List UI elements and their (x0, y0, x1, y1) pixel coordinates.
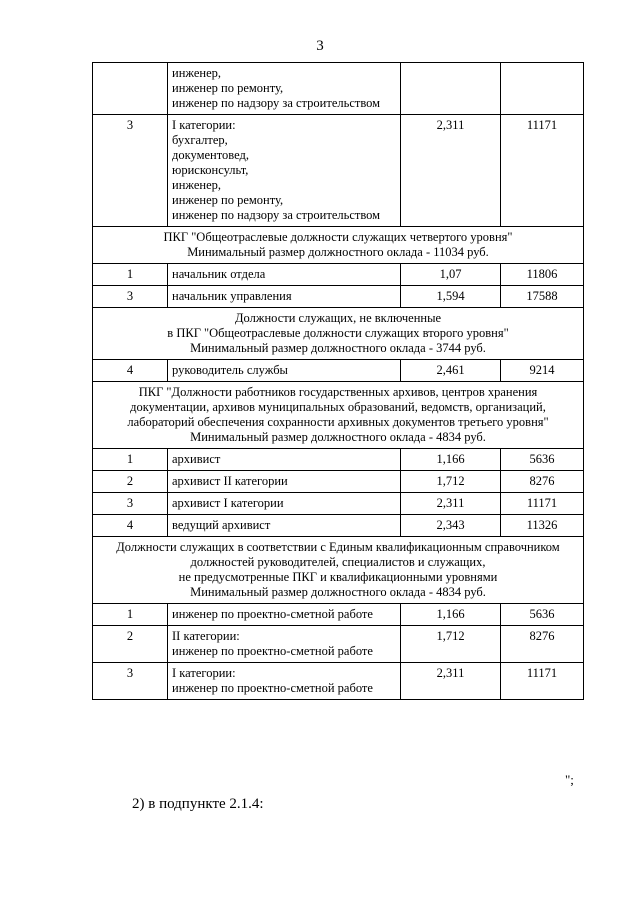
cell-line: Минимальный размер должностного оклада - 3744 руб. (190, 341, 486, 355)
table-row (93, 626, 584, 663)
salary-cell: 17588 (501, 286, 584, 308)
cell-line: в ПКГ "Общеотраслевые должности служащих второго уровня" (167, 326, 509, 340)
qualification-level-cell: 1 (93, 449, 168, 471)
qualification-level-cell: 3 (93, 115, 168, 227)
cell-line: Минимальный размер должностного оклада - 4834 руб. (190, 585, 486, 599)
cell-line: инженер по ремонту, (172, 81, 284, 95)
table-row (93, 360, 584, 382)
cell-line: I категории: (172, 666, 236, 680)
table-row (93, 449, 584, 471)
table-row (93, 264, 584, 286)
coefficient-cell: 2,311 (401, 663, 501, 700)
coefficient-cell: 1,712 (401, 626, 501, 663)
salary-cell: 8276 (501, 626, 584, 663)
closing-quote-mark: "; (565, 772, 574, 787)
table-row (93, 493, 584, 515)
position-cell (168, 63, 401, 115)
coefficient-cell: 2,311 (401, 493, 501, 515)
cell-line: ПКГ "Должности работников государственных архивов, центров хранения (138, 385, 538, 399)
cell-line: документовед, (172, 148, 249, 162)
table-row (93, 63, 584, 115)
coefficient-cell: 1,594 (401, 286, 501, 308)
cell-line: инженер, (172, 66, 222, 80)
coefficient-cell: 1,166 (401, 449, 501, 471)
page-number: 3 (316, 38, 324, 54)
cell-line: Минимальный размер должностного оклада - 4834 руб. (190, 430, 486, 444)
cell-line: инженер по ремонту, (172, 193, 284, 207)
position-cell (168, 626, 401, 663)
cell-line: не предусмотренные ПКГ и квалификационными уровнями (178, 570, 498, 584)
coefficient-cell: 2,343 (401, 515, 501, 537)
table-row (93, 515, 584, 537)
position-cell (168, 115, 401, 227)
cell-line: документации, архивов муниципальных образований, ведомств, организаций, (130, 400, 546, 414)
cell-line: инженер по проектно-сметной работе (172, 607, 373, 621)
coefficient-cell: 1,07 (401, 264, 501, 286)
table-row (93, 663, 584, 700)
salary-cell (501, 63, 584, 115)
position-cell (168, 515, 401, 537)
cell-line: начальник отдела (172, 267, 266, 281)
group-header-cell (93, 382, 584, 449)
cell-line: юрисконсульт, (172, 163, 249, 177)
position-cell (168, 449, 401, 471)
qualification-level-cell: 1 (93, 264, 168, 286)
cell-line: Должности служащих, не включенные (234, 311, 442, 325)
cell-line: инженер по надзору за строительством (172, 96, 381, 110)
salary-cell: 5636 (501, 449, 584, 471)
subpoint-heading: 2) в подпункте 2.1.4: (132, 796, 264, 812)
salary-cell: 8276 (501, 471, 584, 493)
qualification-level-cell: 2 (93, 471, 168, 493)
cell-line: архивист II категории (172, 474, 288, 488)
position-cell (168, 264, 401, 286)
salary-cell: 11171 (501, 493, 584, 515)
group-header-row (93, 382, 584, 449)
group-header-row (93, 537, 584, 604)
cell-line: Должности служащих в соответствии с Единым квалификационным справочником (116, 540, 560, 554)
coefficient-cell (401, 63, 501, 115)
cell-line: архивист I категории (172, 496, 284, 510)
table-row (93, 604, 584, 626)
qualification-level-cell (93, 63, 168, 115)
salary-cell: 5636 (501, 604, 584, 626)
group-header-cell (93, 537, 584, 604)
coefficient-cell: 1,712 (401, 471, 501, 493)
cell-line: бухгалтер, (172, 133, 228, 147)
position-cell (168, 360, 401, 382)
qualification-level-cell: 2 (93, 626, 168, 663)
group-header-cell (93, 308, 584, 360)
cell-line: ПКГ "Общеотраслевые должности служащих четвертого уровня" (163, 230, 513, 244)
table-row (93, 115, 584, 227)
coefficient-cell: 2,311 (401, 115, 501, 227)
salary-cell: 11326 (501, 515, 584, 537)
cell-line: инженер по надзору за строительством (172, 208, 381, 222)
position-cell (168, 493, 401, 515)
group-header-cell (93, 227, 584, 264)
group-header-row (93, 308, 584, 360)
qualification-level-cell: 3 (93, 493, 168, 515)
table-row (93, 286, 584, 308)
cell-line: инженер, (172, 178, 222, 192)
position-cell (168, 604, 401, 626)
cell-line: ведущий архивист (172, 518, 271, 532)
qualification-level-cell: 4 (93, 360, 168, 382)
salary-cell: 11171 (501, 663, 584, 700)
salary-cell: 11171 (501, 115, 584, 227)
coefficient-cell: 2,461 (401, 360, 501, 382)
position-cell (168, 663, 401, 700)
table-row (93, 471, 584, 493)
cell-line: Минимальный размер должностного оклада - 11034 руб. (187, 245, 489, 259)
qualification-level-cell: 3 (93, 663, 168, 700)
salary-cell: 9214 (501, 360, 584, 382)
qualification-level-cell: 4 (93, 515, 168, 537)
group-header-row (93, 227, 584, 264)
cell-line: должностей руководителей, специалистов и служащих, (190, 555, 486, 569)
cell-line: инженер по проектно-сметной работе (172, 681, 373, 695)
qualification-level-cell: 1 (93, 604, 168, 626)
salary-table (92, 62, 584, 700)
cell-line: начальник управления (172, 289, 292, 303)
cell-line: руководитель службы (172, 363, 288, 377)
cell-line: лабораторий обеспечения сохранности архивных документов третьего уровня" (127, 415, 549, 429)
cell-line: II категории: (172, 629, 240, 643)
position-cell (168, 471, 401, 493)
coefficient-cell: 1,166 (401, 604, 501, 626)
salary-cell: 11806 (501, 264, 584, 286)
cell-line: архивист (172, 452, 221, 466)
position-cell (168, 286, 401, 308)
salary-table-body (93, 63, 584, 700)
cell-line: I категории: (172, 118, 236, 132)
qualification-level-cell: 3 (93, 286, 168, 308)
cell-line: инженер по проектно-сметной работе (172, 644, 373, 658)
